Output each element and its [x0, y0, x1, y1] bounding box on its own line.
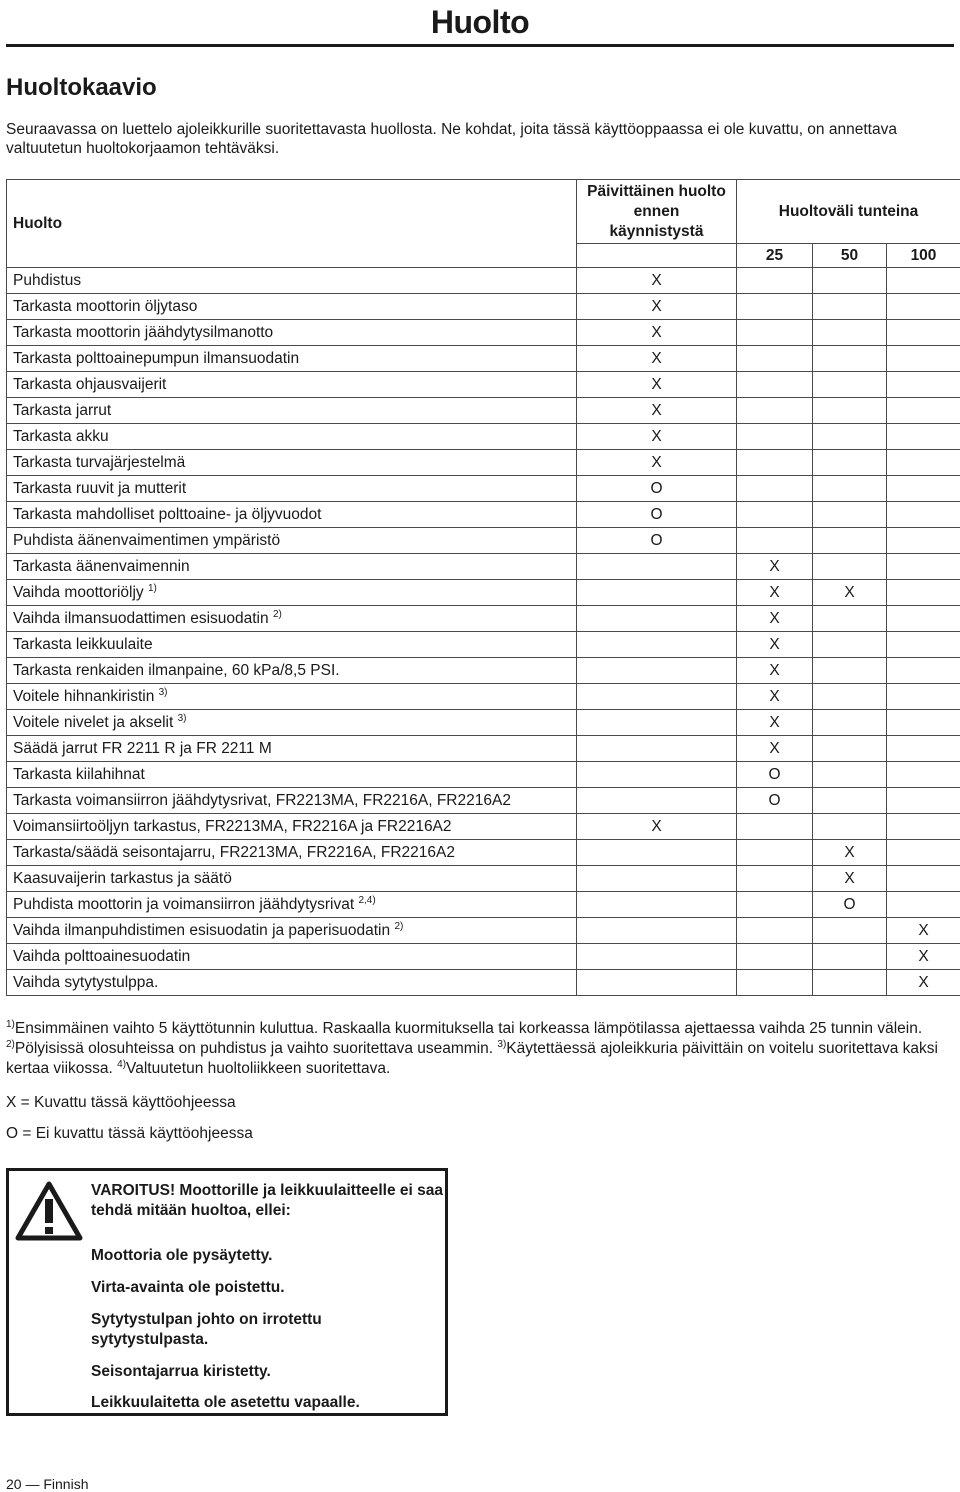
mark-daily: O — [577, 502, 737, 528]
task-cell — [7, 398, 577, 424]
task-label: Voitele hihnankiristin — [13, 687, 155, 705]
page-title: Huolto — [430, 4, 530, 40]
mark-h50 — [813, 684, 887, 710]
mark-daily: X — [577, 814, 737, 840]
mark-h100: X — [887, 970, 960, 996]
mark-h100 — [887, 684, 960, 710]
mark-daily — [577, 944, 737, 970]
task-label: Säädä jarrut FR 2211 R ja FR 2211 M — [13, 739, 272, 757]
mark-h25: O — [737, 788, 813, 814]
task-label: Tarkasta mahdolliset polttoaine- ja öljyvuodot — [13, 505, 322, 523]
warning-title: VAROITUS! Moottorille ja leikkuulaitteelle ei saa tehdä mitään huoltoa, ellei: — [91, 1182, 443, 1219]
mark-h50 — [813, 970, 887, 996]
task-cell — [7, 268, 577, 294]
header-daily-line1: Päivittäinen huolto — [587, 182, 726, 200]
mark-h25: X — [737, 554, 813, 580]
footnotes — [6, 1019, 956, 1079]
legend-x: X = Kuvattu tässä käyttöohjeessa — [6, 1094, 236, 1111]
task-label: Vaihda sytytystulppa. — [13, 973, 159, 991]
mark-h25: X — [737, 710, 813, 736]
table-row — [7, 580, 960, 606]
warning-item: Virta-avainta ole poistettu. — [91, 1279, 285, 1296]
mark-daily: X — [577, 398, 737, 424]
warning-item: Moottoria ole pysäytetty. — [91, 1247, 273, 1264]
task-cell — [7, 866, 577, 892]
task-cell — [7, 918, 577, 944]
task-label: Tarkasta leikkuulaite — [13, 635, 153, 653]
mark-h50: X — [813, 840, 887, 866]
task-footnote-ref: 3) — [177, 712, 187, 724]
mark-h50 — [813, 814, 887, 840]
task-label: Tarkasta moottorin öljytaso — [13, 297, 198, 315]
mark-h50 — [813, 268, 887, 294]
table-row — [7, 762, 960, 788]
table-row — [7, 918, 960, 944]
mark-h50 — [813, 502, 887, 528]
mark-h50 — [813, 710, 887, 736]
task-cell — [7, 684, 577, 710]
task-label: Tarkasta ruuvit ja mutterit — [13, 479, 187, 497]
mark-daily: X — [577, 346, 737, 372]
task-footnote-ref: 3) — [158, 686, 168, 698]
task-cell — [7, 736, 577, 762]
mark-daily — [577, 762, 737, 788]
mark-h100 — [887, 476, 960, 502]
mark-h50: O — [813, 892, 887, 918]
mark-h50 — [813, 632, 887, 658]
mark-h25 — [737, 476, 813, 502]
mark-h50 — [813, 294, 887, 320]
task-label: Vaihda ilmansuodattimen esisuodatin — [13, 609, 269, 627]
header-interval: Huoltoväli tunteina — [737, 180, 960, 244]
task-footnote-ref: 1) — [147, 582, 157, 594]
table-row — [7, 294, 960, 320]
mark-daily — [577, 918, 737, 944]
mark-h100 — [887, 788, 960, 814]
mark-h100 — [887, 892, 960, 918]
mark-h50 — [813, 944, 887, 970]
mark-daily — [577, 736, 737, 762]
footnote-3-marker: 3) — [497, 1038, 507, 1050]
table-row — [7, 632, 960, 658]
table-row — [7, 710, 960, 736]
mark-h50 — [813, 320, 887, 346]
maintenance-schedule-table — [6, 179, 960, 996]
mark-h100 — [887, 736, 960, 762]
page-footer: 20 — Finnish — [6, 1476, 89, 1492]
task-label: Tarkasta äänenvaimennin — [13, 557, 190, 575]
task-cell — [7, 788, 577, 814]
mark-h100 — [887, 346, 960, 372]
mark-h50 — [813, 606, 887, 632]
task-cell — [7, 554, 577, 580]
mark-daily — [577, 554, 737, 580]
task-label: Vaihda polttoainesuodatin — [13, 947, 191, 965]
mark-daily — [577, 684, 737, 710]
task-cell — [7, 840, 577, 866]
mark-h50 — [813, 450, 887, 476]
mark-daily — [577, 840, 737, 866]
task-label: Tarkasta turvajärjestelmä — [13, 453, 186, 471]
task-cell — [7, 762, 577, 788]
mark-h25 — [737, 372, 813, 398]
mark-h100 — [887, 814, 960, 840]
mark-h25: O — [737, 762, 813, 788]
mark-h100 — [887, 762, 960, 788]
mark-h50 — [813, 918, 887, 944]
mark-h100 — [887, 502, 960, 528]
task-cell — [7, 606, 577, 632]
mark-h50 — [813, 372, 887, 398]
table-row — [7, 450, 960, 476]
table-row — [7, 866, 960, 892]
task-label: Tarkasta/säädä seisontajarru, FR2213MA, FR2216A, FR2216A2 — [13, 843, 455, 861]
mark-h50 — [813, 762, 887, 788]
mark-daily — [577, 788, 737, 814]
task-cell — [7, 346, 577, 372]
mark-h50 — [813, 788, 887, 814]
table-row — [7, 320, 960, 346]
mark-h25 — [737, 424, 813, 450]
mark-h100 — [887, 554, 960, 580]
table-row — [7, 814, 960, 840]
task-footnote-ref: 2) — [272, 608, 282, 620]
warning-box — [6, 1168, 448, 1416]
mark-h25: X — [737, 580, 813, 606]
table-row — [7, 372, 960, 398]
mark-h50 — [813, 346, 887, 372]
mark-h100 — [887, 658, 960, 684]
mark-h25 — [737, 268, 813, 294]
mark-h50 — [813, 424, 887, 450]
table-row — [7, 892, 960, 918]
footnote-2: Pölyisissä olosuhteissa on puhdistus ja vaihto suoritettava useammin. — [14, 1040, 494, 1057]
mark-h100 — [887, 632, 960, 658]
task-footnote-ref: 2) — [394, 920, 404, 932]
table-row — [7, 346, 960, 372]
task-label: Tarkasta akku — [13, 427, 109, 445]
table-row — [7, 606, 960, 632]
task-cell — [7, 814, 577, 840]
mark-h50 — [813, 736, 887, 762]
mark-h100 — [887, 580, 960, 606]
mark-h100 — [887, 424, 960, 450]
mark-h25 — [737, 346, 813, 372]
table-row — [7, 736, 960, 762]
header-task: Huolto — [7, 180, 577, 268]
mark-h25 — [737, 450, 813, 476]
footnote-2-marker: 2) — [6, 1038, 15, 1050]
mark-daily: O — [577, 476, 737, 502]
mark-h50 — [813, 398, 887, 424]
table-row — [7, 684, 960, 710]
section-title: Huoltokaavio — [6, 74, 157, 101]
table-row — [7, 268, 960, 294]
mark-h100 — [887, 710, 960, 736]
table-row — [7, 424, 960, 450]
task-cell — [7, 710, 577, 736]
footnote-4-marker: 4) — [117, 1058, 127, 1070]
mark-daily: X — [577, 424, 737, 450]
task-cell — [7, 632, 577, 658]
mark-h100 — [887, 450, 960, 476]
header-daily-line2: ennen — [633, 202, 680, 220]
task-label: Tarkasta moottorin jäähdytysilmanotto — [13, 323, 274, 341]
mark-h25 — [737, 502, 813, 528]
task-label: Vaihda moottoriöljy — [13, 583, 144, 601]
mark-daily — [577, 606, 737, 632]
task-cell — [7, 450, 577, 476]
task-label: Kaasuvaijerin tarkastus ja säätö — [13, 869, 232, 887]
mark-daily: X — [577, 294, 737, 320]
mark-h100 — [887, 398, 960, 424]
mark-daily — [577, 632, 737, 658]
table-row — [7, 476, 960, 502]
mark-h25 — [737, 866, 813, 892]
mark-h25 — [737, 528, 813, 554]
mark-h50 — [813, 476, 887, 502]
task-cell — [7, 580, 577, 606]
table-row — [7, 528, 960, 554]
mark-h100: X — [887, 918, 960, 944]
mark-h25 — [737, 918, 813, 944]
mark-h100 — [887, 606, 960, 632]
mark-h25 — [737, 892, 813, 918]
table-row — [7, 970, 960, 996]
footnote-1: Ensimmäinen vaihto 5 käyttötunnin kuluttua. Raskaalla kuormituksella tai korkeassa lämpötilassa ajettaessa vaihda 25 tunnin välein. — [14, 1020, 923, 1037]
header-50h: 50 — [813, 244, 887, 268]
task-cell — [7, 294, 577, 320]
warning-triangle-icon — [15, 1181, 83, 1241]
mark-h25: X — [737, 736, 813, 762]
footnote-4: Valtuutetun huoltoliikkeen suoritettava. — [126, 1060, 391, 1077]
task-cell — [7, 970, 577, 996]
mark-daily: X — [577, 450, 737, 476]
task-cell — [7, 476, 577, 502]
mark-h25 — [737, 398, 813, 424]
table-row — [7, 658, 960, 684]
table-row — [7, 944, 960, 970]
header-daily-blank — [577, 244, 737, 268]
task-label: Voitele nivelet ja akselit — [13, 713, 174, 731]
mark-daily: X — [577, 372, 737, 398]
mark-h100: X — [887, 944, 960, 970]
header-daily — [577, 180, 737, 244]
mark-h25: X — [737, 684, 813, 710]
intro-paragraph: Seuraavassa on luettelo ajoleikkurille suoritettavasta huollosta. Ne kohdat, joita tässä käyttöoppaassa ei ole kuvattu, on annettava valtuutetun huoltokorjaamon tehtäväksi. — [6, 121, 897, 157]
mark-h100 — [887, 528, 960, 554]
task-cell — [7, 320, 577, 346]
task-cell — [7, 372, 577, 398]
mark-h100 — [887, 294, 960, 320]
task-label: Tarkasta jarrut — [13, 401, 112, 419]
mark-daily: X — [577, 268, 737, 294]
mark-daily — [577, 970, 737, 996]
footnote-3: Käytettäessä ajoleikkuria päivittäin on voitelu suoritettava kaksi kertaa viikossa. — [6, 1040, 938, 1077]
table-row — [7, 788, 960, 814]
task-cell — [7, 502, 577, 528]
mark-h100 — [887, 372, 960, 398]
mark-h25: X — [737, 606, 813, 632]
footnote-1-marker: 1) — [6, 1018, 15, 1030]
warning-item: Seisontajarrua kiristetty. — [91, 1363, 271, 1380]
mark-h100 — [887, 866, 960, 892]
task-label: Puhdista äänenvaimentimen ympäristö — [13, 531, 281, 549]
mark-daily: O — [577, 528, 737, 554]
warning-item: Sytytystulpan johto on irrotettu sytytystulpasta. — [91, 1311, 322, 1348]
mark-h50: X — [813, 866, 887, 892]
header-25h: 25 — [737, 244, 813, 268]
mark-h50 — [813, 554, 887, 580]
mark-h25 — [737, 970, 813, 996]
legend-o: O = Ei kuvattu tässä käyttöohjeessa — [6, 1125, 253, 1142]
mark-daily — [577, 866, 737, 892]
task-label: Tarkasta voimansiirron jäähdytysrivat, FR2213MA, FR2216A, FR2216A2 — [13, 791, 511, 809]
table-row — [7, 502, 960, 528]
header-100h: 100 — [887, 244, 960, 268]
mark-h25 — [737, 294, 813, 320]
task-label: Tarkasta renkaiden ilmanpaine, 60 kPa/8,5 PSI. — [13, 661, 340, 679]
mark-h25 — [737, 840, 813, 866]
mark-h100 — [887, 268, 960, 294]
task-label: Tarkasta ohjausvaijerit — [13, 375, 167, 393]
schedule-body — [7, 268, 960, 996]
task-cell — [7, 658, 577, 684]
task-label: Vaihda ilmanpuhdistimen esisuodatin ja paperisuodatin — [13, 921, 391, 939]
task-label: Tarkasta polttoainepumpun ilmansuodatin — [13, 349, 300, 367]
mark-daily — [577, 710, 737, 736]
title-divider — [6, 44, 954, 47]
table-row — [7, 840, 960, 866]
task-label: Puhdista moottorin ja voimansiirron jäähdytysrivat — [13, 895, 355, 913]
mark-daily — [577, 892, 737, 918]
mark-h25: X — [737, 658, 813, 684]
mark-h25 — [737, 814, 813, 840]
table-row — [7, 398, 960, 424]
task-cell — [7, 528, 577, 554]
mark-h25 — [737, 320, 813, 346]
task-cell — [7, 424, 577, 450]
mark-h50: X — [813, 580, 887, 606]
mark-h100 — [887, 840, 960, 866]
task-label: Tarkasta kiilahihnat — [13, 765, 145, 783]
mark-daily: X — [577, 320, 737, 346]
task-label: Voimansiirtoöljyn tarkastus, FR2213MA, FR2216A ja FR2216A2 — [13, 817, 452, 835]
mark-daily — [577, 658, 737, 684]
task-footnote-ref: 2,4) — [358, 894, 376, 906]
mark-h25: X — [737, 632, 813, 658]
mark-daily — [577, 580, 737, 606]
warning-item: Leikkuulaitetta ole asetettu vapaalle. — [91, 1394, 360, 1411]
mark-h50 — [813, 528, 887, 554]
mark-h100 — [887, 320, 960, 346]
header-daily-line3: käynnistystä — [609, 222, 704, 240]
table-row — [7, 554, 960, 580]
task-cell — [7, 944, 577, 970]
task-cell — [7, 892, 577, 918]
mark-h50 — [813, 658, 887, 684]
mark-h25 — [737, 944, 813, 970]
task-label: Puhdistus — [13, 271, 82, 289]
